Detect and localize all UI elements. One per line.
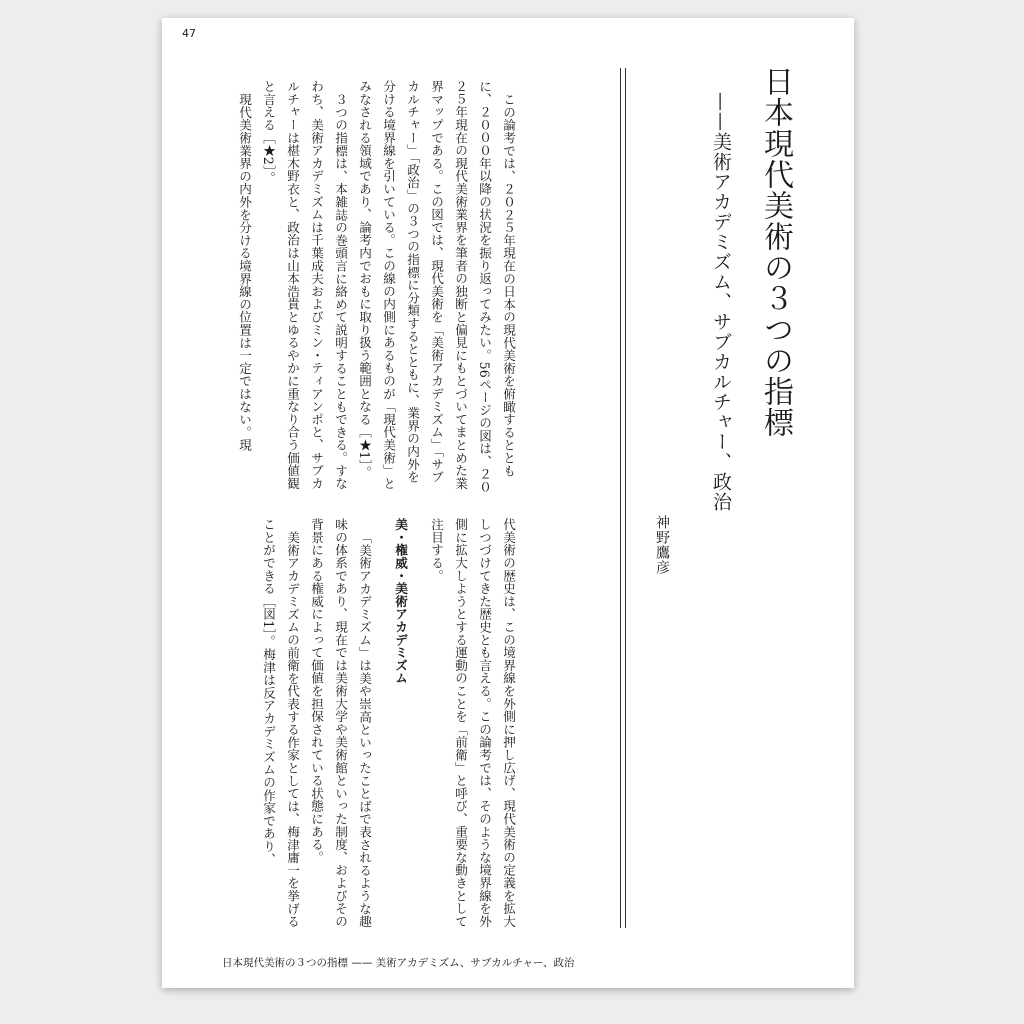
paragraph: 美術アカデミズムの前衛を代表する作家としては、梅津庸一を挙げることができる［図1］。梅津は反アカデミズムの作家であり、	[261, 518, 300, 928]
paragraph: 代美術の歴史は、この境界線を外側に押し広げ、現代美術の定義を拡大しつづけてきた歴史とも言える。この論考では、そのような境界線を外側に拡大しようとする運動のことを「前衛」と呼び、重要な動きとして注目する。	[429, 518, 516, 928]
section-heading: 美・権威・美術アカデミズム	[393, 518, 408, 685]
body-text-upper	[210, 80, 520, 495]
paragraph: 「美術アカデミズム」は美や崇高といったことばで表されるような趣味の体系であり、現在では美術大学や美術館といった制度、およびその背景にある権威によって価値を担保されている状態にある。	[309, 518, 372, 928]
article-title: 日本現代美術の３つの指標	[758, 66, 793, 438]
divider-rule	[625, 68, 626, 928]
running-footer: 日本現代美術の３つの指標 —— 美術アカデミズム、サブカルチャー、政治	[222, 957, 575, 969]
author-name: 神野鷹彦	[654, 515, 670, 575]
divider-rule	[620, 68, 621, 928]
document-page	[162, 18, 854, 988]
page-number: 47	[182, 27, 196, 40]
article-subtitle: ——美術アカデミズム、サブカルチャー、政治	[710, 92, 732, 512]
paragraph: この論考では、２０２５年現在の日本の現代美術を俯瞰するとともに、２０００年以降の状況を振り返ってみたい。56ページの図は、２０２５年現在の現代美術業界を筆者の独断と偏見にもとづいてまとめた業界マップである。この図では、現代美術を「美術アカデミズム」「サブカルチャー」「政治」の３つの指標に分類するとともに、業界の内外を分ける境界線を引いている。この線の内側にあるものが「現代美術」とみなされる領域であり、論考内でおもに取り扱う範囲となる［★1］。	[357, 80, 516, 494]
body-text-lower	[210, 518, 520, 938]
paragraph: 現代美術業界の内外を分ける境界線の位置は一定ではない。現	[237, 92, 252, 451]
paragraph: ３つの指標は、本雑誌の巻頭言に絡めて説明することもできる。すなわち、美術アカデミズムは千葉成夫およびミン・ティアンポと、サブカルチャーは椹木野衣と、政治は山本浩貴とゆるやかに重なり合う価値観と言える［★2］。	[261, 80, 348, 490]
